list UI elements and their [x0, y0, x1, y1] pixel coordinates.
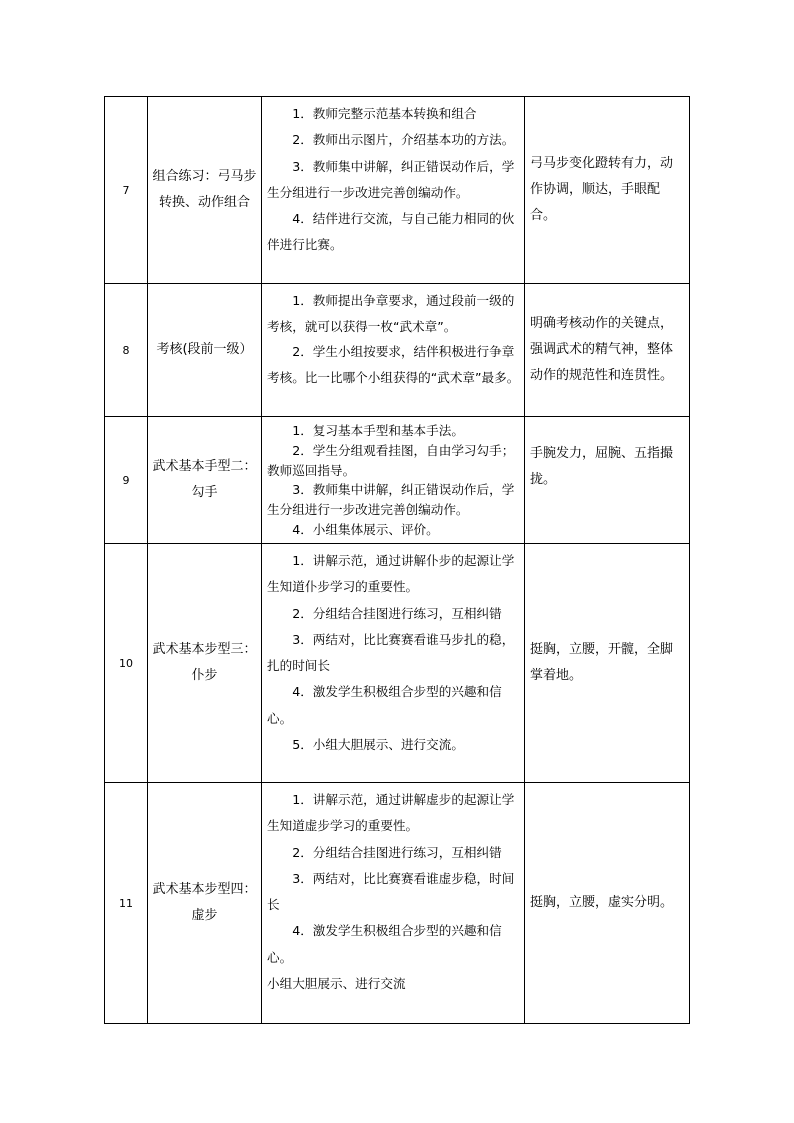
step-text: 3．教师集中讲解，纠正错误动作后，学生分组进行一步改进完善创编动作。	[267, 158, 515, 200]
lesson-plan-table	[104, 96, 690, 1024]
step-text: 4．小组集体展示、评价。	[292, 521, 439, 537]
table-row	[105, 417, 690, 544]
lesson-topic: 组合练习：弓马步转换、动作组合	[148, 97, 262, 284]
step-text: 1．讲解示范，通过讲解虚步的起源让学生知道虚步学习的重要性。	[267, 792, 515, 834]
step-text: 3．教师集中讲解，纠正错误动作后，学生分组进行一步改进完善创编动作。	[267, 482, 515, 518]
row-number: 8	[105, 284, 148, 417]
step-text: 1．教师提出争章要求，通过段前一级的考核，就可以获得一枚“武术章”。	[267, 293, 515, 334]
teaching-steps	[262, 783, 525, 1024]
step-text: 小组大胆展示、进行交流	[267, 976, 406, 992]
step-text: 2．教师出示图片，介绍基本功的方法。	[292, 132, 515, 148]
row-number: 7	[105, 97, 148, 284]
step-text: 3．两结对，比比赛赛看谁马步扎的稳，扎的时间长	[267, 631, 515, 674]
lesson-topic: 考核(段前一级）	[148, 284, 262, 417]
step-text: 1．复习基本手型和基本手法。	[292, 423, 464, 438]
row-number: 10	[105, 544, 148, 783]
step-text: 3．两结对，比比赛赛看谁虚步稳，时间长	[267, 870, 515, 913]
table-row	[105, 783, 690, 1024]
step-text: 1．教师完整示范基本转换和组合	[292, 106, 477, 121]
teaching-steps	[262, 544, 525, 783]
lesson-topic: 武术基本手型二：勾手	[148, 417, 262, 544]
key-points: 挺胸，立腰，虚实分明。	[525, 783, 690, 1024]
step-text: 2．分组结合挂图进行练习，互相纠错	[292, 605, 502, 621]
table-row	[105, 284, 690, 417]
step-text: 2．分组结合挂图进行练习，互相纠错	[292, 844, 502, 860]
step-text: 1．讲解示范，通过讲解仆步的起源让学生知道仆步学习的重要性。	[267, 553, 515, 595]
lesson-topic: 武术基本步型四：虚步	[148, 783, 262, 1024]
teaching-steps	[262, 97, 525, 284]
step-text: 5．小组大胆展示、进行交流。	[292, 737, 464, 753]
step-text: 4．结伴进行交流，与自己能力相同的伙伴进行比赛。	[267, 211, 515, 253]
teaching-steps	[262, 417, 525, 544]
step-text: 4．激发学生积极组合步型的兴趣和信心。	[267, 684, 502, 726]
step-text: 2．学生小组按要求，结伴积极进行争章考核。比一比哪个小组获得的“武术章”最多。	[267, 344, 520, 385]
key-points: 明确考核动作的关键点，强调武术的精气神，整体动作的规范性和连贯性。	[525, 284, 690, 417]
key-points: 手腕发力，屈腕、五指撮拢。	[525, 417, 690, 544]
teaching-steps	[262, 284, 525, 417]
key-points: 弓马步变化蹬转有力，动作协调，顺达，手眼配合。	[525, 97, 690, 284]
row-number: 9	[105, 417, 148, 544]
key-points: 挺胸，立腰，开髋，全脚掌着地。	[525, 544, 690, 783]
table-row	[105, 97, 690, 284]
table-row	[105, 544, 690, 783]
step-text: 4．激发学生积极组合步型的兴趣和信心。	[267, 923, 502, 965]
lesson-topic: 武术基本步型三：仆步	[148, 544, 262, 783]
row-number: 11	[105, 783, 148, 1024]
step-text: 2．学生分组观看挂图，自由学习勾手；教师巡回指导。	[267, 442, 515, 478]
